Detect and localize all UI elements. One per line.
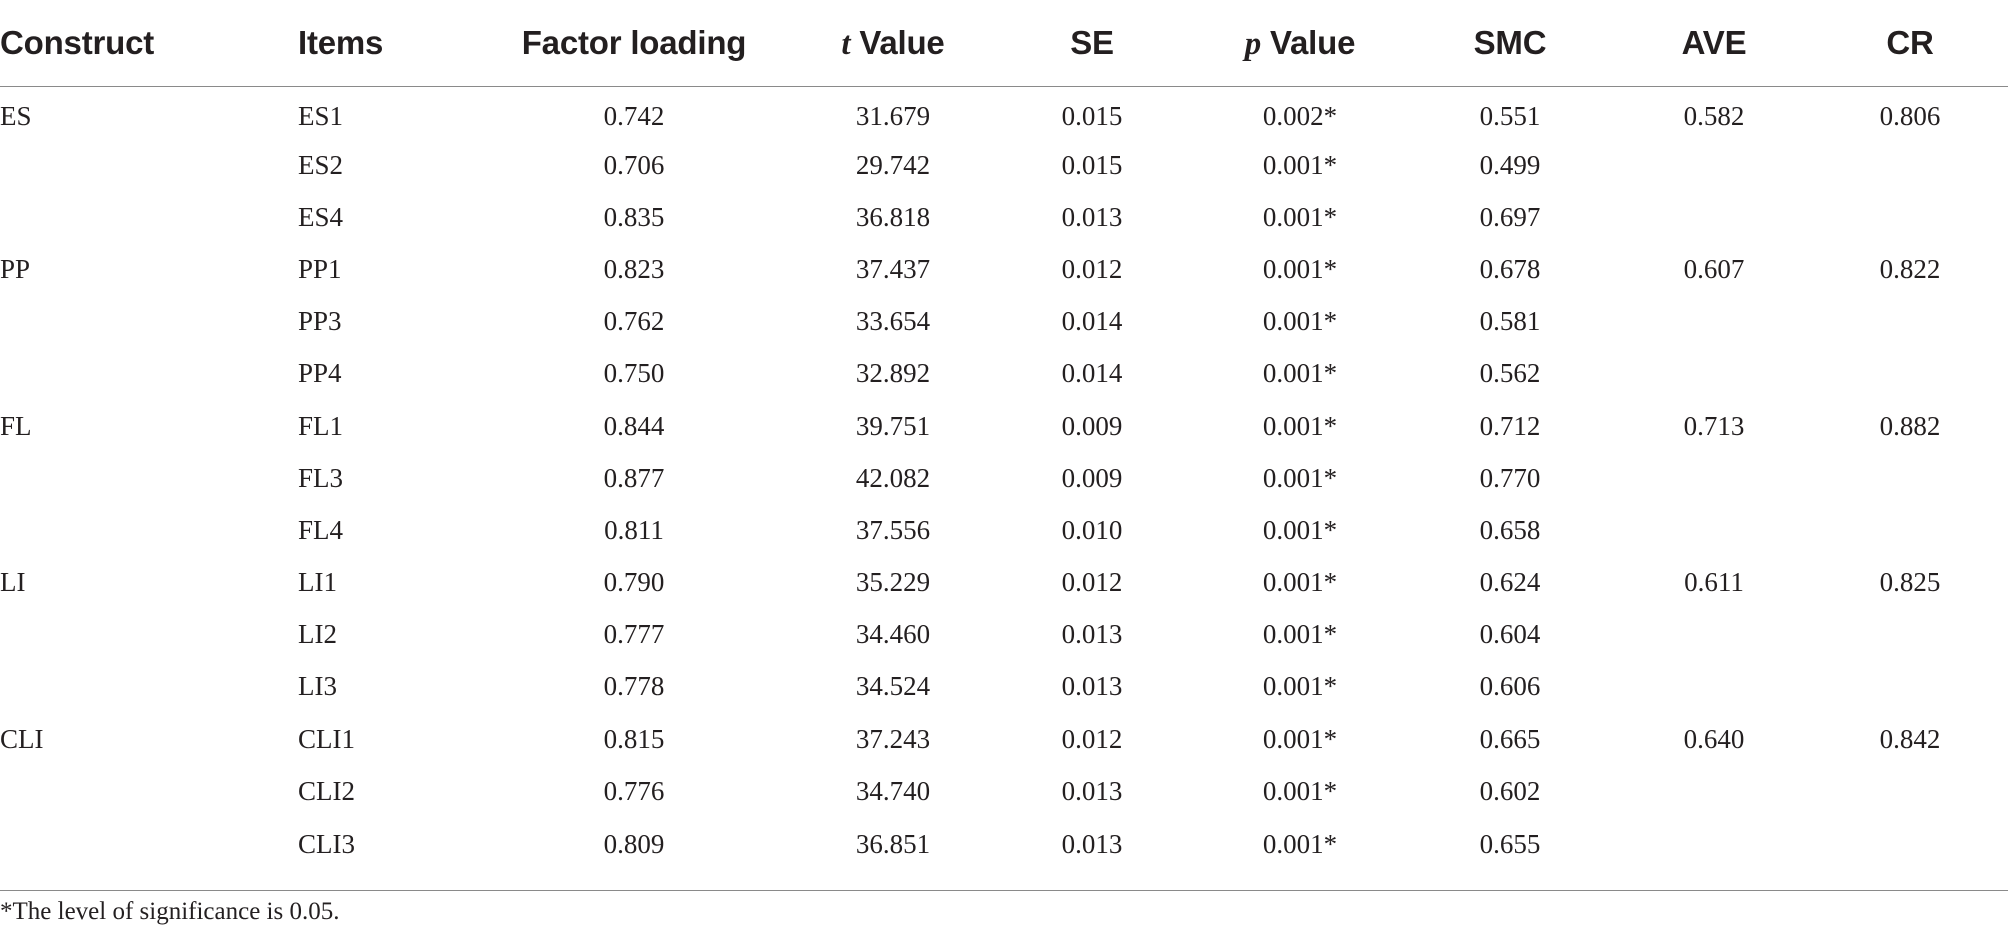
cell-p-value: 0.001* (1262, 619, 1338, 650)
cell-factor-loading: 0.815 (603, 723, 665, 754)
cell-ave (1616, 817, 1812, 872)
cell-smc: 0.499 (1479, 149, 1541, 180)
table-row (0, 191, 2008, 243)
cell-construct: PP (0, 253, 31, 284)
cell-ave (1616, 348, 1812, 400)
cell-construct (0, 139, 298, 191)
cell-factor-loading: 0.835 (603, 201, 665, 232)
cell-factor-loading: 0.750 (603, 358, 665, 389)
table-body (0, 87, 2008, 873)
table-row (0, 296, 2008, 348)
cell-se: 0.012 (1061, 723, 1123, 754)
t-value-label: Value (850, 23, 945, 61)
cell-cr: 0.825 (1879, 567, 1941, 598)
cell-ave (1616, 296, 1812, 348)
cell-construct (0, 452, 298, 504)
cell-p-value: 0.001* (1262, 829, 1338, 860)
header-ave: AVE (1616, 0, 1812, 87)
header-construct: Construct (0, 0, 298, 87)
cell-item: LI3 (298, 671, 337, 702)
cell-se: 0.012 (1061, 253, 1123, 284)
cell-cr (1812, 765, 2008, 817)
cell-construct (0, 609, 298, 661)
cell-ave (1616, 661, 1812, 713)
cell-ave (1616, 452, 1812, 504)
cell-cr (1812, 452, 2008, 504)
cell-construct (0, 661, 298, 713)
cell-smc: 0.562 (1479, 358, 1541, 389)
cell-t-value: 34.740 (855, 775, 931, 806)
cell-cr (1812, 661, 2008, 713)
cell-se: 0.009 (1061, 410, 1123, 441)
cell-factor-loading: 0.778 (603, 671, 665, 702)
cell-cr (1812, 817, 2008, 872)
bottom-rule (0, 890, 2008, 891)
cell-se: 0.013 (1061, 671, 1123, 702)
cell-item: ES2 (298, 149, 344, 180)
cell-cr (1812, 609, 2008, 661)
cell-se: 0.013 (1061, 619, 1123, 650)
table-row (0, 400, 2008, 452)
cell-ave: 0.640 (1683, 723, 1745, 754)
header-row (0, 0, 2008, 87)
cell-se: 0.013 (1061, 829, 1123, 860)
cell-t-value: 42.082 (855, 462, 931, 493)
cell-p-value: 0.001* (1262, 671, 1338, 702)
cell-p-value: 0.001* (1262, 514, 1338, 545)
cell-p-value: 0.001* (1262, 462, 1338, 493)
table-row (0, 243, 2008, 295)
cell-cr (1812, 296, 2008, 348)
cell-smc: 0.624 (1479, 567, 1541, 598)
cell-se: 0.013 (1061, 201, 1123, 232)
cell-t-value: 33.654 (855, 306, 931, 337)
cell-factor-loading: 0.844 (603, 410, 665, 441)
cell-item: FL4 (298, 514, 344, 545)
cell-construct: CLI (0, 723, 44, 754)
header-cr: CR (1812, 0, 2008, 87)
cell-p-value: 0.001* (1262, 567, 1338, 598)
cell-factor-loading: 0.790 (603, 567, 665, 598)
cell-p-value: 0.001* (1262, 775, 1338, 806)
cell-factor-loading: 0.809 (603, 829, 665, 860)
cell-se: 0.014 (1061, 306, 1123, 337)
cell-smc: 0.697 (1479, 201, 1541, 232)
header-items: Items (298, 0, 470, 87)
cell-p-value: 0.001* (1262, 201, 1338, 232)
cell-cr (1812, 139, 2008, 191)
table-row (0, 661, 2008, 713)
cell-item: PP3 (298, 306, 342, 337)
cell-item: PP4 (298, 358, 342, 389)
cell-factor-loading: 0.823 (603, 253, 665, 284)
cell-ave: 0.582 (1683, 100, 1745, 131)
cell-cr: 0.882 (1879, 410, 1941, 441)
cell-item: CLI1 (298, 723, 355, 754)
table-row (0, 557, 2008, 609)
cell-ave: 0.713 (1683, 410, 1745, 441)
cell-item: FL1 (298, 410, 344, 441)
table-row (0, 504, 2008, 556)
cell-item: ES4 (298, 201, 344, 232)
cell-t-value: 37.243 (855, 723, 931, 754)
p-symbol: p (1244, 25, 1262, 62)
cell-factor-loading: 0.811 (604, 514, 664, 545)
header-p-value (1196, 0, 1404, 87)
cell-item: CLI2 (298, 775, 355, 806)
cell-item: LI2 (298, 619, 337, 650)
p-value-label: Value (1261, 23, 1356, 61)
header-smc: SMC (1404, 0, 1616, 87)
cell-smc: 0.606 (1479, 671, 1541, 702)
cell-ave (1616, 765, 1812, 817)
cell-se: 0.013 (1061, 775, 1123, 806)
cell-smc: 0.655 (1479, 829, 1541, 860)
cell-ave (1616, 609, 1812, 661)
cell-smc: 0.770 (1479, 462, 1541, 493)
cell-item: FL3 (298, 462, 344, 493)
cell-smc: 0.604 (1479, 619, 1541, 650)
cell-t-value: 34.460 (855, 619, 931, 650)
cell-t-value: 36.851 (855, 829, 931, 860)
cell-item: ES1 (298, 100, 344, 131)
cell-construct (0, 765, 298, 817)
cell-cr: 0.822 (1879, 253, 1941, 284)
cell-smc: 0.602 (1479, 775, 1541, 806)
table-row (0, 139, 2008, 191)
table-row (0, 348, 2008, 400)
cell-smc: 0.658 (1479, 514, 1541, 545)
cell-se: 0.009 (1061, 462, 1123, 493)
cell-t-value: 31.679 (855, 100, 931, 131)
cell-p-value: 0.001* (1262, 253, 1338, 284)
cell-ave: 0.607 (1683, 253, 1745, 284)
cell-t-value: 35.229 (855, 567, 931, 598)
table-row (0, 817, 2008, 872)
cell-item: LI1 (298, 567, 337, 598)
cell-construct (0, 191, 298, 243)
t-symbol: t (841, 25, 851, 62)
cell-smc: 0.665 (1479, 723, 1541, 754)
cell-p-value: 0.002* (1262, 100, 1338, 131)
cell-construct (0, 296, 298, 348)
cell-t-value: 29.742 (855, 149, 931, 180)
cell-cr (1812, 504, 2008, 556)
cell-se: 0.015 (1061, 149, 1123, 180)
cell-construct (0, 817, 298, 872)
cell-factor-loading: 0.777 (603, 619, 665, 650)
cell-p-value: 0.001* (1262, 358, 1338, 389)
cell-factor-loading: 0.742 (603, 100, 665, 131)
cell-factor-loading: 0.776 (603, 775, 665, 806)
cell-factor-loading: 0.762 (603, 306, 665, 337)
cell-construct: ES (0, 100, 32, 131)
cell-cr: 0.806 (1879, 100, 1941, 131)
cell-ave (1616, 504, 1812, 556)
cell-t-value: 39.751 (855, 410, 931, 441)
table-row (0, 452, 2008, 504)
cell-t-value: 34.524 (855, 671, 931, 702)
cell-p-value: 0.001* (1262, 149, 1338, 180)
cell-smc: 0.712 (1479, 410, 1541, 441)
cell-ave (1616, 191, 1812, 243)
cell-smc: 0.678 (1479, 253, 1541, 284)
cell-construct (0, 504, 298, 556)
cell-cr: 0.842 (1879, 723, 1941, 754)
table-row (0, 609, 2008, 661)
cell-smc: 0.551 (1479, 100, 1541, 131)
cell-cr (1812, 191, 2008, 243)
cell-factor-loading: 0.877 (603, 462, 665, 493)
cell-p-value: 0.001* (1262, 410, 1338, 441)
cell-construct (0, 348, 298, 400)
cell-construct: LI (0, 567, 26, 598)
header-se: SE (988, 0, 1196, 87)
cell-construct: FL (0, 410, 32, 441)
cell-se: 0.015 (1061, 100, 1123, 131)
cell-item: CLI3 (298, 829, 355, 860)
cell-se: 0.014 (1061, 358, 1123, 389)
footnote: *The level of significance is 0.05. (0, 898, 340, 925)
cell-cr (1812, 348, 2008, 400)
cell-p-value: 0.001* (1262, 723, 1338, 754)
cell-ave (1616, 139, 1812, 191)
cell-se: 0.010 (1061, 514, 1123, 545)
header-factor-loading: Factor loading (470, 0, 798, 87)
header-t-value (798, 0, 988, 87)
table-row (0, 87, 2008, 140)
cell-ave: 0.611 (1684, 567, 1744, 598)
cell-item: PP1 (298, 253, 342, 284)
cell-factor-loading: 0.706 (603, 149, 665, 180)
cell-t-value: 37.556 (855, 514, 931, 545)
cell-t-value: 37.437 (855, 253, 931, 284)
table-row (0, 765, 2008, 817)
cell-p-value: 0.001* (1262, 306, 1338, 337)
cell-t-value: 36.818 (855, 201, 931, 232)
cell-se: 0.012 (1061, 567, 1123, 598)
cell-smc: 0.581 (1479, 306, 1541, 337)
table-row (0, 713, 2008, 765)
cell-t-value: 32.892 (855, 358, 931, 389)
